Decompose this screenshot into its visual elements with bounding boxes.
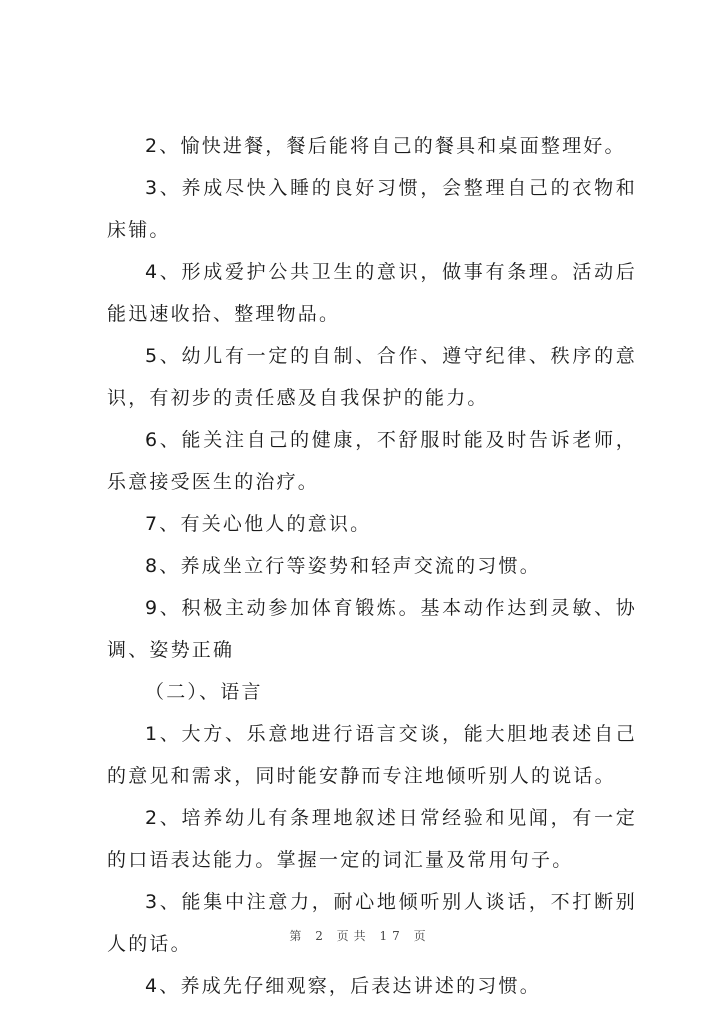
paragraph: 6、能关注自己的健康，不舒服时能及时告诉老师，乐意接受医生的治疗。 (107, 429, 637, 493)
paragraph: 4、形成爱护公共卫生的意识，做事有条理。活动后能迅速收拾、整理物品。 (107, 261, 637, 325)
page-number-footer: 第 2 页共 17 页 (289, 929, 431, 943)
paragraph: 5、幼儿有一定的自制、合作、遵守纪律、秩序的意识，有初步的责任感及自我保护的能力。 (107, 345, 637, 409)
paragraph: 1、大方、乐意地进行语言交谈，能大胆地表述自己的意见和需求，同时能安静而专注地倾听别人的说话。 (107, 723, 637, 787)
body-text (107, 125, 637, 1007)
paragraph: 3、能集中注意力，耐心地倾听别人谈话，不打断别人的话。 (107, 891, 637, 955)
paragraph: 9、积极主动参加体育锻炼。基本动作达到灵敏、协调、姿势正确 (107, 597, 637, 661)
paragraph: 7、有关心他人的意识。 (145, 513, 372, 535)
paragraph: 2、愉快进餐，餐后能将自己的餐具和桌面整理好。 (145, 135, 626, 157)
paragraph: 2、培养幼儿有条理地叙述日常经验和见闻，有一定的口语表达能力。掌握一定的词汇量及常用句子。 (107, 807, 637, 871)
paragraph: 4、养成先仔细观察，后表达讲述的习惯。 (145, 975, 541, 997)
paragraph: 3、养成尽快入睡的良好习惯，会整理自己的衣物和床铺。 (107, 177, 637, 241)
paragraph: 8、养成坐立行等姿势和轻声交流的习惯。 (145, 555, 541, 577)
section-heading: （二）、语言 (145, 681, 263, 703)
